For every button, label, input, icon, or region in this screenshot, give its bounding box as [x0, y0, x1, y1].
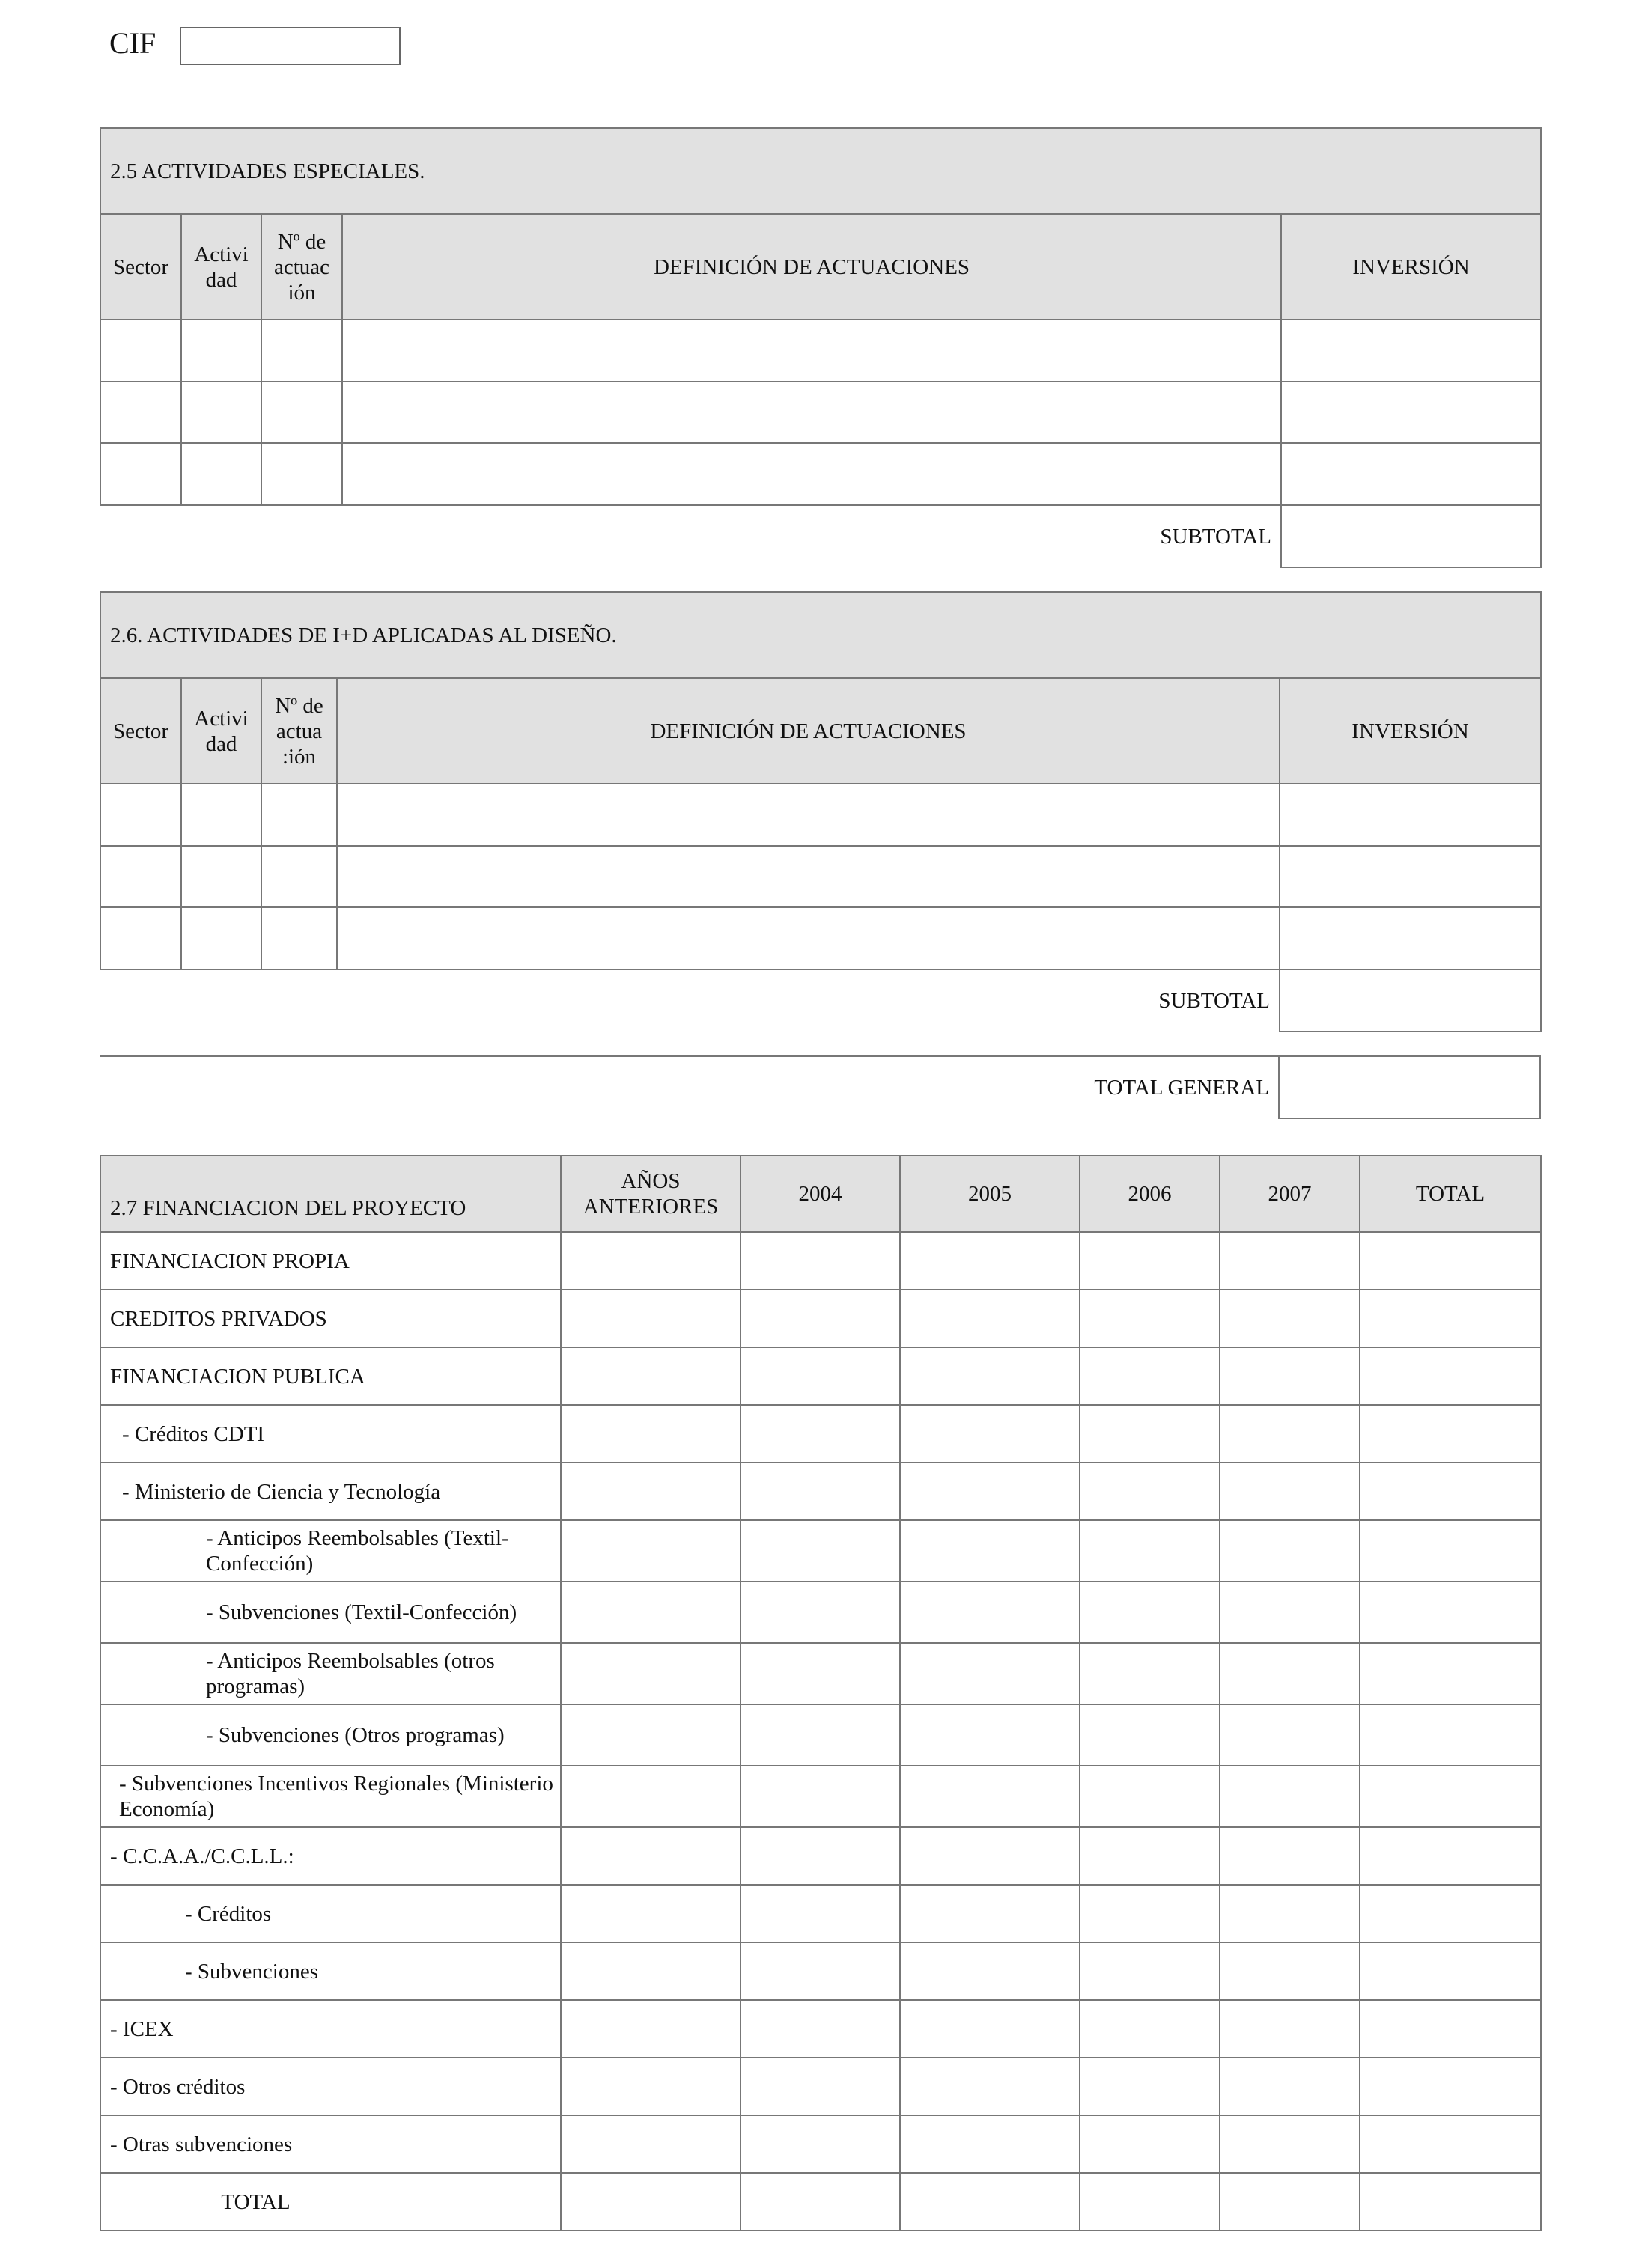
value-cell[interactable] [741, 1463, 900, 1520]
value-cell[interactable] [900, 2173, 1080, 2231]
value-cell[interactable] [1360, 1463, 1541, 1520]
row-label: - Subvenciones [100, 1942, 561, 2000]
inversion-cell[interactable] [1280, 846, 1541, 907]
num-cell[interactable] [261, 320, 342, 382]
value-cell[interactable] [1080, 2115, 1220, 2173]
table-financiacion [100, 1155, 1542, 2231]
value-cell[interactable] [900, 1704, 1080, 1766]
num-cell[interactable] [261, 846, 337, 907]
table-row [100, 1582, 1541, 1643]
table-actividades-id [100, 591, 1542, 1032]
row-label: - Subvenciones (Otros programas) [100, 1704, 561, 1766]
value-cell[interactable] [741, 1704, 900, 1766]
value-cell[interactable] [1080, 1766, 1220, 1827]
value-cell[interactable] [1080, 1405, 1220, 1463]
value-cell[interactable] [561, 1827, 741, 1885]
row-label: - Ministerio de Ciencia y Tecnología [100, 1463, 561, 1520]
value-cell[interactable] [741, 1232, 900, 1290]
value-cell[interactable] [1360, 1942, 1541, 2000]
value-cell[interactable] [1360, 1582, 1541, 1643]
value-cell[interactable] [1220, 1942, 1360, 2000]
value-cell[interactable] [741, 2173, 900, 2231]
row-label: TOTAL [100, 2173, 561, 2231]
value-cell[interactable] [1220, 1520, 1360, 1582]
sector-cell[interactable] [100, 382, 181, 443]
value-cell[interactable] [1220, 1290, 1360, 1347]
table-row [100, 1885, 1541, 1942]
value-cell[interactable] [1080, 1520, 1220, 1582]
value-cell[interactable] [1080, 1232, 1220, 1290]
header-inversion: INVERSIÓN [1280, 678, 1541, 784]
row-label: - Subvenciones Incentivos Regionales (Ministerio Economía) [100, 1766, 561, 1827]
value-cell[interactable] [1080, 1290, 1220, 1347]
table-row [100, 1347, 1541, 1405]
value-cell[interactable] [741, 1766, 900, 1827]
actividad-cell[interactable] [181, 443, 261, 505]
value-cell[interactable] [1360, 2058, 1541, 2115]
value-cell[interactable] [1360, 1347, 1541, 1405]
value-cell[interactable] [561, 2000, 741, 2058]
value-cell[interactable] [561, 1582, 741, 1643]
value-cell[interactable] [741, 2000, 900, 2058]
num-cell[interactable] [261, 784, 337, 846]
value-cell[interactable] [1220, 1463, 1360, 1520]
value-cell[interactable] [561, 1643, 741, 1704]
row-label: - C.C.A.A./C.C.L.L.: [100, 1827, 561, 1885]
value-cell[interactable] [561, 1232, 741, 1290]
col-header: TOTAL [1360, 1156, 1541, 1232]
value-cell[interactable] [741, 1942, 900, 2000]
table-row [100, 2058, 1541, 2115]
sector-cell[interactable] [100, 320, 181, 382]
row-label: - Otras subvenciones [100, 2115, 561, 2173]
value-cell[interactable] [1080, 1885, 1220, 1942]
value-cell[interactable] [900, 1232, 1080, 1290]
sector-cell[interactable] [100, 784, 181, 846]
value-cell[interactable] [741, 1347, 900, 1405]
num-cell[interactable] [261, 443, 342, 505]
value-cell[interactable] [561, 1347, 741, 1405]
value-cell[interactable] [1220, 2058, 1360, 2115]
value-cell[interactable] [900, 1643, 1080, 1704]
row-label: - Anticipos Reembolsables (otros programas) [100, 1643, 561, 1704]
value-cell[interactable] [900, 1766, 1080, 1827]
value-cell[interactable] [1360, 1885, 1541, 1942]
value-cell[interactable] [1360, 1405, 1541, 1463]
subtotal-label: SUBTOTAL [1158, 989, 1270, 1013]
row-label: - ICEX [100, 2000, 561, 2058]
section-title: 2.6. ACTIVIDADES DE I+D APLICADAS AL DISEÑO. [100, 592, 1541, 678]
inversion-cell[interactable] [1280, 907, 1541, 969]
value-cell[interactable] [900, 1520, 1080, 1582]
value-cell[interactable] [1360, 1520, 1541, 1582]
value-cell[interactable] [1220, 1582, 1360, 1643]
value-cell[interactable] [900, 2058, 1080, 2115]
actividad-cell[interactable] [181, 320, 261, 382]
value-cell[interactable] [900, 2000, 1080, 2058]
definicion-cell[interactable] [342, 382, 1281, 443]
definicion-cell[interactable] [342, 320, 1281, 382]
header-inversion: INVERSIÓN [1281, 214, 1541, 320]
value-cell[interactable] [1220, 1232, 1360, 1290]
value-cell[interactable] [561, 2173, 741, 2231]
value-cell[interactable] [1080, 1704, 1220, 1766]
value-cell[interactable] [1360, 1232, 1541, 1290]
value-cell[interactable] [741, 1520, 900, 1582]
value-cell[interactable] [900, 2115, 1080, 2173]
value-cell[interactable] [1080, 1347, 1220, 1405]
total-general-cell[interactable] [1279, 1056, 1540, 1118]
total-general-label: TOTAL GENERAL [100, 1056, 1279, 1118]
value-cell[interactable] [900, 1942, 1080, 2000]
num-cell[interactable] [261, 907, 337, 969]
value-cell[interactable] [1080, 2058, 1220, 2115]
value-cell[interactable] [900, 1463, 1080, 1520]
value-cell[interactable] [1360, 1827, 1541, 1885]
value-cell[interactable] [1220, 2173, 1360, 2231]
table-total-general [100, 1055, 1541, 1119]
value-cell[interactable] [741, 1405, 900, 1463]
table-row [100, 382, 1541, 443]
col-header: 2006 [1080, 1156, 1220, 1232]
table-row [100, 2000, 1541, 2058]
header-sector: Sector [100, 214, 181, 320]
value-cell[interactable] [561, 1766, 741, 1827]
value-cell[interactable] [1080, 1827, 1220, 1885]
value-cell[interactable] [900, 1582, 1080, 1643]
table-row [100, 443, 1541, 505]
value-cell[interactable] [561, 1704, 741, 1766]
value-cell[interactable] [900, 1827, 1080, 1885]
cif-label: CIF [109, 26, 156, 60]
value-cell[interactable] [1080, 2000, 1220, 2058]
row-label: - Créditos [100, 1885, 561, 1942]
header-actividad: Activi dad [181, 214, 261, 320]
definicion-cell[interactable] [342, 443, 1281, 505]
value-cell[interactable] [741, 1290, 900, 1347]
value-cell[interactable] [1360, 1704, 1541, 1766]
actividad-cell[interactable] [181, 907, 261, 969]
value-cell[interactable] [1080, 1582, 1220, 1643]
table-row [100, 1942, 1541, 2000]
col-header: 2007 [1220, 1156, 1360, 1232]
value-cell[interactable] [900, 1885, 1080, 1942]
value-cell[interactable] [1080, 1643, 1220, 1704]
value-cell[interactable] [561, 1290, 741, 1347]
subtotal-cell[interactable] [1281, 505, 1541, 567]
value-cell[interactable] [1360, 2173, 1541, 2231]
value-cell[interactable] [561, 2058, 741, 2115]
row-label: - Créditos CDTI [100, 1405, 561, 1463]
sector-cell[interactable] [100, 846, 181, 907]
table-row [100, 2115, 1541, 2173]
sector-cell[interactable] [100, 907, 181, 969]
row-label: FINANCIACION PUBLICA [100, 1347, 561, 1405]
header-definicion: DEFINICIÓN DE ACTUACIONES [337, 678, 1280, 784]
value-cell[interactable] [741, 1827, 900, 1885]
sector-cell[interactable] [100, 443, 181, 505]
value-cell[interactable] [1360, 1290, 1541, 1347]
table-row [100, 1405, 1541, 1463]
header-actividad: Activi dad [181, 678, 261, 784]
value-cell[interactable] [561, 1463, 741, 1520]
value-cell[interactable] [1220, 2115, 1360, 2173]
value-cell[interactable] [1220, 1766, 1360, 1827]
value-cell[interactable] [900, 1290, 1080, 1347]
definicion-cell[interactable] [337, 784, 1280, 846]
header-num-actuacion: Nº de actua :ión [261, 678, 337, 784]
table-row [100, 1232, 1541, 1290]
definicion-cell[interactable] [337, 846, 1280, 907]
value-cell[interactable] [1220, 1643, 1360, 1704]
section-title: 2.5 ACTIVIDADES ESPECIALES. [100, 128, 1541, 214]
value-cell[interactable] [1360, 2000, 1541, 2058]
value-cell[interactable] [1360, 1766, 1541, 1827]
table-row [100, 784, 1541, 846]
col-header: AÑOS ANTERIORES [561, 1156, 741, 1232]
cif-input[interactable] [180, 27, 401, 65]
num-cell[interactable] [261, 382, 342, 443]
subtotal-cell[interactable] [1280, 969, 1541, 1031]
value-cell[interactable] [1360, 2115, 1541, 2173]
value-cell[interactable] [1220, 1704, 1360, 1766]
table-row [100, 2173, 1541, 2231]
value-cell[interactable] [1080, 1942, 1220, 2000]
value-cell[interactable] [1220, 1405, 1360, 1463]
inversion-cell[interactable] [1281, 443, 1541, 505]
value-cell[interactable] [900, 1347, 1080, 1405]
value-cell[interactable] [741, 2058, 900, 2115]
value-cell[interactable] [1080, 2173, 1220, 2231]
row-label: - Anticipos Reembolsables (Textil-Confección) [100, 1520, 561, 1582]
table-row [100, 907, 1541, 969]
table-row [100, 1463, 1541, 1520]
value-cell[interactable] [561, 2115, 741, 2173]
col-header: 2004 [741, 1156, 900, 1232]
value-cell[interactable] [1220, 1347, 1360, 1405]
value-cell[interactable] [561, 1942, 741, 2000]
value-cell[interactable] [561, 1520, 741, 1582]
value-cell[interactable] [1220, 2000, 1360, 2058]
table-row [100, 1643, 1541, 1704]
table-row [100, 1290, 1541, 1347]
row-label: FINANCIACION PROPIA [100, 1232, 561, 1290]
actividad-cell[interactable] [181, 784, 261, 846]
value-cell[interactable] [561, 1405, 741, 1463]
header-sector: Sector [100, 678, 181, 784]
inversion-cell[interactable] [1281, 382, 1541, 443]
table-row [100, 1704, 1541, 1766]
col-header: 2005 [900, 1156, 1080, 1232]
inversion-cell[interactable] [1280, 784, 1541, 846]
value-cell[interactable] [741, 2115, 900, 2173]
definicion-cell[interactable] [337, 907, 1280, 969]
value-cell[interactable] [741, 1885, 900, 1942]
value-cell[interactable] [561, 1885, 741, 1942]
actividad-cell[interactable] [181, 846, 261, 907]
actividad-cell[interactable] [181, 382, 261, 443]
header-definicion: DEFINICIÓN DE ACTUACIONES [342, 214, 1281, 320]
value-cell[interactable] [1220, 1885, 1360, 1942]
table-row [100, 320, 1541, 382]
value-cell[interactable] [741, 1582, 900, 1643]
value-cell[interactable] [741, 1643, 900, 1704]
subtotal-label: SUBTOTAL [1160, 525, 1271, 549]
value-cell[interactable] [1220, 1827, 1360, 1885]
financiacion-title: 2.7 FINANCIACION DEL PROYECTO [100, 1156, 561, 1232]
value-cell[interactable] [900, 1405, 1080, 1463]
table-row [100, 1827, 1541, 1885]
value-cell[interactable] [1360, 1643, 1541, 1704]
value-cell[interactable] [1080, 1463, 1220, 1520]
row-label: - Subvenciones (Textil-Confección) [100, 1582, 561, 1643]
row-label: - Otros créditos [100, 2058, 561, 2115]
table-row [100, 1520, 1541, 1582]
header-num-actuacion: Nº de actuac ión [261, 214, 342, 320]
row-label: CREDITOS PRIVADOS [100, 1290, 561, 1347]
table-actividades-especiales [100, 127, 1542, 568]
table-row [100, 1766, 1541, 1827]
inversion-cell[interactable] [1281, 320, 1541, 382]
table-row [100, 846, 1541, 907]
